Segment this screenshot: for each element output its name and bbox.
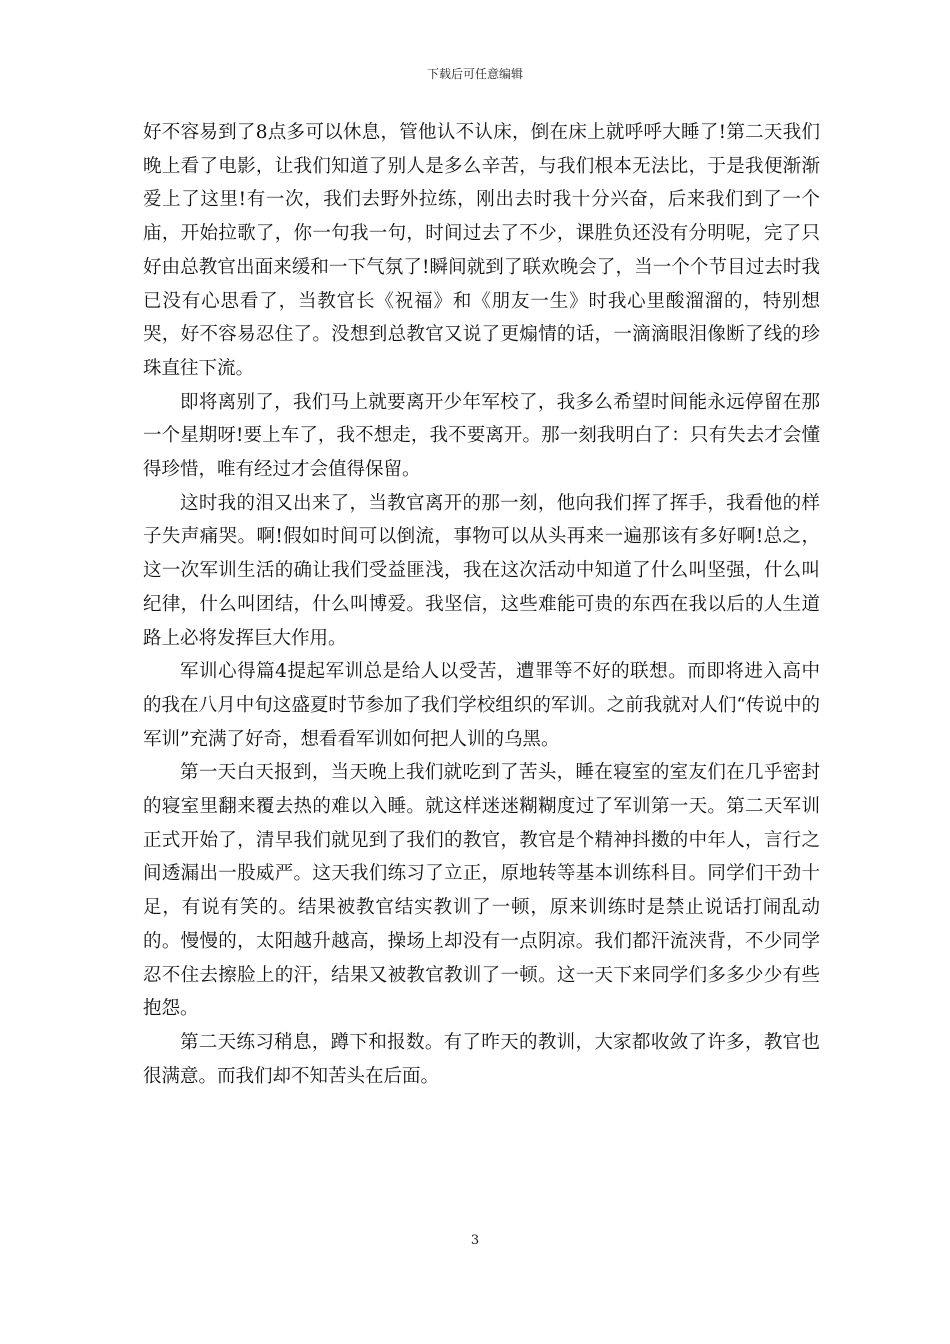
paragraph-continuation: 好不容易到了8点多可以休息，管他认不认床，倒在床上就呼呼大睡了!第二天我们晚上看了电影，让我们知道了别人是多么辛苦，与我们根本无法比，于是我便渐渐爱上了这里!有一次，我们去野外拉练，刚出去时我十分兴奋，后来我们到了一个庙，开始拉歌了，你一句我一句，时间过去了不少，课胜负还没有分明呢，完了只好由总教官出面来缓和一下气氛了!瞬间就到了联欢晚会了，当一个个节目过去时我已没有心思看了，当教官长《祝福》和《朋友一生》时我心里酸溜溜的，特别想哭，好不容易忍住了。没想到总教官又说了更煽情的话，一滴滴眼泪像断了线的珍珠直往下流。 xyxy=(143,122,820,379)
paragraph: 军训心得篇4提起军训总是给人以受苦，遭罪等不好的联想。而即将进入高中的我在八月中旬这盛夏时节参加了我们学校组织的军训。之前我就对人们“传说中的军训”充满了好奇，想看看军训如何把人训的乌黑。 xyxy=(143,661,820,750)
document-body xyxy=(143,116,820,1093)
paragraph: 这时我的泪又出来了，当教官离开的那一刻，他向我们挥了挥手，我看他的样子失声痛哭。啊!假如时间可以倒流，事物可以从头再来一遍那该有多好啊!总之，这一次军训生活的确让我们受益匪浅，我在这次活动中知道了什么叫坚强，什么叫纪律，什么叫团结，什么叫博爱。我坚信，这些难能可贵的东西在我以后的人生道路上必将发挥巨大作用。 xyxy=(143,492,820,649)
page-number: 3 xyxy=(470,1233,480,1248)
paragraph: 第一天白天报到，当天晚上我们就吃到了苦头，睡在寝室的室友们在几乎密封的寝室里翻来覆去热的难以入睡。就这样迷迷糊糊度过了军训第一天。第二天军训正式开始了，清早我们就见到了我们的教官，教官是个精神抖擞的中年人，言行之间透漏出一股威严。这天我们练习了立正，原地转等基本训练科目。同学们干劲十足，有说有笑的。结果被教官结实教训了一顿，原来训练时是禁止说话打闹乱动的。慢慢的，太阳越升越高，操场上却没有一点阴凉。我们都汗流浃背，不少同学忍不住去擦脸上的汗，结果又被教官教训了一顿。这一天下来同学们多多少少有些抱怨。 xyxy=(143,762,820,1020)
paragraph: 即将离别了，我们马上就要离开少年军校了，我多么希望时间能永远停留在那一个星期呀!要上车了，我不想走，我不要离开。那一刻我明白了：只有失去才会懂得珍惜，唯有经过才会值得保留。 xyxy=(143,391,820,481)
page-header-note: 下载后可任意编辑 xyxy=(426,67,523,81)
paragraph: 第二天练习稍息，蹲下和报数。有了昨天的教训，大家都收敛了许多，教官也很满意。而我们却不知苦头在后面。 xyxy=(143,1031,820,1087)
